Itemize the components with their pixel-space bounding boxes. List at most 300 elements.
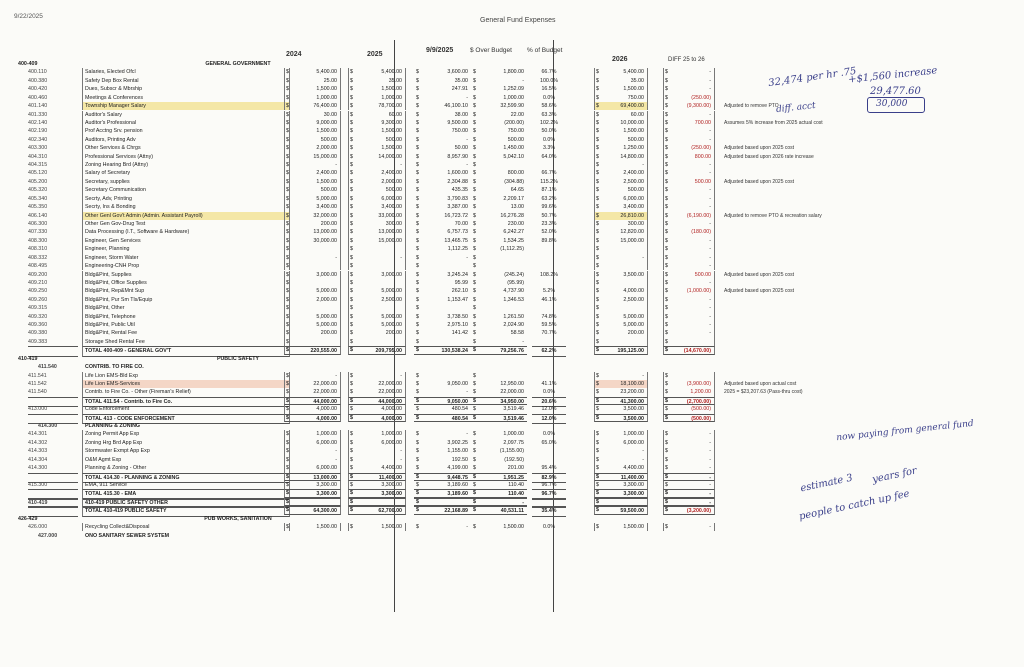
currency-symbol: $ (596, 187, 599, 194)
currency-symbol: $ (350, 313, 353, 320)
currency-symbol: $ (473, 69, 476, 76)
value-ytd: - (466, 162, 468, 169)
value-ytd: 3,189.60 (447, 482, 468, 488)
currency-symbol: $ (416, 288, 419, 295)
table-row (18, 262, 728, 270)
currency-symbol: $ (286, 279, 289, 286)
currency-symbol: $ (473, 111, 476, 118)
value-pct-budget: 74.8% (541, 313, 557, 320)
account-description: Bldg&Pint, Pur Sm Tls/Equip (82, 296, 290, 304)
value-2026: - (594, 456, 648, 464)
value-over-budget: 1,500.00 (503, 524, 524, 531)
row-note: 2025 = $23,207.63 (Pass-thru cost) (724, 389, 803, 396)
currency-symbol: $ (286, 524, 289, 531)
currency-symbol: $ (286, 288, 289, 295)
value-pct-budget: 108.2% (540, 271, 558, 278)
currency-symbol: $ (596, 246, 599, 253)
currency-symbol: $ (350, 482, 353, 488)
value-pct-budget: 59.5% (541, 322, 557, 329)
account-description: Zoning Hrg Brd App Exp (82, 439, 290, 447)
value-diff: - (663, 313, 715, 321)
currency-symbol: $ (473, 237, 476, 244)
currency-symbol: $ (350, 69, 353, 76)
account-code: 414.304 (28, 456, 48, 463)
currency-symbol: $ (350, 456, 353, 463)
value-diff: (3,900.00) (663, 380, 715, 388)
value-pct-budget: 89.8% (541, 237, 557, 244)
account-description: Recycling Collect&Disposal (82, 523, 290, 531)
value-2025: - (348, 447, 406, 455)
currency-symbol: $ (350, 111, 353, 118)
value-over-budget: 22.00 (510, 111, 524, 118)
currency-symbol: $ (416, 322, 419, 329)
currency-symbol: $ (473, 229, 476, 236)
currency-symbol: $ (596, 338, 599, 345)
value-2025 (348, 279, 406, 287)
handwritten-estimate-note-1: estimate 3 (799, 472, 854, 495)
account-code: 409.320 (28, 313, 48, 320)
currency-symbol: $ (286, 195, 289, 202)
value-2025: 15,000.00 (348, 237, 406, 245)
value-2026: 23,200.00 (594, 388, 648, 396)
value-2024: 22,000.00 (284, 380, 341, 388)
currency-symbol: $ (665, 389, 668, 396)
row-note: Adjusted based upon 2026 rate increase (724, 153, 814, 160)
table-row (18, 388, 803, 396)
currency-symbol: $ (473, 162, 476, 169)
value-over-budget: 1,000.00 (503, 431, 524, 438)
currency-symbol: $ (665, 69, 668, 76)
value-2026: 500.00 (594, 136, 648, 144)
value-diff: 800.00 (663, 153, 715, 161)
currency-symbol: $ (473, 212, 476, 219)
value-ytd: 4,199.00 (447, 465, 468, 472)
currency-symbol: $ (665, 178, 668, 185)
currency-symbol: $ (286, 111, 289, 118)
value-over-budget: (245.24) (504, 271, 524, 278)
currency-symbol: $ (286, 229, 289, 236)
value-over-budget: 32,599.90 (500, 103, 524, 110)
value-pct-budget: 50.0% (541, 128, 557, 135)
currency-symbol: $ (596, 136, 599, 143)
currency-symbol: $ (286, 220, 289, 227)
value-ytd: 46,100.10 (444, 103, 468, 110)
currency-symbol: $ (596, 162, 599, 169)
value-2025: 500.00 (348, 136, 406, 144)
currency-symbol: $ (416, 448, 419, 455)
value-pct-budget (532, 338, 566, 346)
value-2026: 3,500.00 (594, 405, 648, 413)
value-diff: - (663, 220, 715, 228)
value-over-budget (471, 304, 527, 312)
value-ytd: 50.00 (454, 145, 468, 152)
currency-symbol: $ (286, 305, 289, 312)
value-over-budget: 1,261.50 (503, 313, 524, 320)
value-2026: 12,820.00 (594, 228, 648, 236)
value-pct-budget: 58.6% (541, 103, 557, 110)
currency-symbol: $ (473, 397, 476, 404)
group-header-row (18, 422, 728, 430)
currency-symbol: $ (286, 406, 289, 413)
value-2024: 2,000.00 (284, 144, 341, 152)
value-over-budget: 2,024.90 (503, 322, 524, 329)
value-pct-budget: 96.7% (532, 489, 566, 499)
value-2024: 200.00 (284, 329, 341, 337)
currency-symbol: $ (286, 86, 289, 93)
value-pct-budget: 0.0% (542, 136, 556, 143)
account-description: Auditors, Printing Adv (82, 136, 290, 144)
value-2025: 3,400.00 (348, 203, 406, 211)
currency-symbol: $ (286, 103, 289, 110)
currency-symbol: $ (665, 347, 668, 354)
account-description: TOTAL 414.30 - PLANNING & ZONING (82, 473, 290, 483)
currency-symbol: $ (350, 347, 353, 354)
value-diff: - (663, 456, 715, 464)
value-pct-budget: 100.0% (540, 77, 558, 84)
value-2025: 60.00 (348, 111, 406, 119)
currency-symbol: $ (473, 380, 476, 387)
value-2024: - (284, 372, 341, 380)
value-pct-budget: 70.7% (541, 330, 557, 337)
section-header-row (18, 355, 728, 363)
value-pct-budget: 5.2% (542, 288, 556, 295)
value-2024: 5,000.00 (284, 313, 341, 321)
account-description: Safety Dep Box Rental (82, 77, 290, 85)
currency-symbol: $ (596, 153, 599, 160)
value-over-budget: - (522, 77, 524, 84)
currency-symbol: $ (416, 246, 419, 253)
currency-symbol: $ (286, 439, 289, 446)
value-2026 (594, 279, 648, 287)
account-description: Secretary Communication (82, 186, 290, 194)
currency-symbol: $ (665, 170, 668, 177)
currency-symbol: $ (473, 204, 476, 211)
value-2026: 6,000.00 (594, 195, 648, 203)
account-code: 404.315 (28, 162, 48, 169)
currency-symbol: $ (286, 330, 289, 337)
currency-symbol: $ (416, 482, 419, 488)
currency-symbol: $ (596, 414, 599, 421)
account-code: 405.120 (28, 170, 48, 177)
group-header-row (18, 532, 728, 540)
value-over-budget (471, 161, 527, 169)
currency-symbol: $ (596, 279, 599, 286)
value-pct-budget (532, 262, 566, 270)
value-2026: 2,500.00 (594, 296, 648, 304)
currency-symbol: $ (416, 178, 419, 185)
table-row (18, 127, 728, 135)
table-row (18, 279, 728, 287)
value-2024: 2,400.00 (284, 169, 341, 177)
handwritten-account-note: diff. acct (775, 100, 817, 116)
currency-symbol: $ (286, 347, 289, 354)
total-row (18, 473, 728, 481)
value-ytd: 1,155.00 (447, 448, 468, 455)
value-2026: 15,000.00 (594, 237, 648, 245)
account-code: 409.250 (28, 288, 48, 295)
currency-symbol: $ (416, 94, 419, 101)
value-ytd: 3,245.24 (447, 271, 468, 278)
account-description: Life Lion EMS-Services (82, 380, 290, 388)
currency-symbol: $ (665, 103, 668, 110)
value-over-budget: 5,042.10 (503, 153, 524, 160)
section-code: 410-419 (18, 355, 38, 362)
value-2026: 3,500.00 (594, 271, 648, 279)
currency-symbol: $ (416, 187, 419, 194)
value-pct-budget: 115.2% (540, 178, 558, 185)
value-diff: (3,200.00) (663, 506, 715, 514)
value-2026: - (594, 161, 648, 169)
value-diff: - (663, 195, 715, 203)
account-code: 414.303 (28, 448, 48, 455)
value-2024: 4,000.00 (284, 405, 341, 413)
value-2025: 62,700.00 (348, 506, 406, 514)
document-date: 9/22/2025 (14, 13, 43, 20)
account-code: 403.300 (28, 145, 48, 152)
value-diff: - (663, 321, 715, 329)
currency-symbol: $ (286, 119, 289, 126)
currency-symbol: $ (665, 153, 668, 160)
currency-symbol: $ (596, 254, 599, 261)
account-code: 408.310 (28, 246, 48, 253)
account-description: Auditor's Salary (82, 111, 290, 119)
value-pct-budget (532, 456, 566, 464)
value-over-budget: 110.40 (471, 489, 527, 497)
currency-symbol: $ (350, 128, 353, 135)
currency-symbol: $ (350, 204, 353, 211)
currency-symbol: $ (473, 414, 476, 421)
value-pct-budget: 99.6% (541, 204, 557, 211)
currency-symbol: $ (473, 296, 476, 303)
value-pct-budget: 66.7% (541, 69, 557, 76)
currency-symbol: $ (665, 490, 668, 497)
currency-symbol: $ (473, 178, 476, 185)
value-ytd: 435.35 (451, 187, 468, 194)
account-description: EMA, 911 Service (82, 481, 290, 489)
currency-symbol: $ (286, 212, 289, 219)
currency-symbol: $ (350, 296, 353, 303)
value-pct-budget: 62.2% (532, 346, 566, 356)
value-2024: 5,000.00 (284, 195, 341, 203)
currency-symbol: $ (416, 372, 419, 379)
value-pct-budget: 46.1% (541, 296, 557, 303)
currency-symbol: $ (350, 86, 353, 93)
currency-symbol: $ (416, 195, 419, 202)
value-2024: - (284, 456, 341, 464)
value-ytd: 262.10 (451, 288, 468, 295)
value-diff: - (663, 523, 715, 531)
value-over-budget: 2,097.75 (503, 439, 524, 446)
currency-symbol: $ (286, 482, 289, 488)
value-diff: - (663, 430, 715, 438)
value-ytd: 35.00 (454, 77, 468, 84)
value-2026: 10,000.00 (594, 119, 648, 127)
header-pct-budget: % of Budget (527, 47, 563, 54)
currency-symbol: $ (286, 254, 289, 261)
table-row (18, 77, 728, 85)
account-code: 426.000 (28, 524, 48, 531)
group-code: 427.000 (38, 532, 58, 539)
currency-symbol: $ (416, 524, 419, 531)
value-over-budget: 1,534.25 (503, 237, 524, 244)
currency-symbol: $ (350, 119, 353, 126)
value-over-budget: (200.00) (504, 119, 524, 126)
currency-symbol: $ (416, 111, 419, 118)
currency-symbol: $ (665, 524, 668, 531)
value-ytd: 192.50 (451, 456, 468, 463)
value-pct-budget: 66.7% (541, 170, 557, 177)
value-2025: 1,500.00 (348, 85, 406, 93)
table-row (18, 287, 795, 295)
value-2025 (348, 304, 406, 312)
value-2026: - (594, 254, 648, 262)
value-diff (663, 338, 715, 346)
value-over-budget (471, 372, 527, 380)
account-description: Other Genl Gov't Admin (Admin. Assistant Payroll) (82, 212, 290, 220)
currency-symbol: $ (350, 448, 353, 455)
currency-symbol: $ (286, 77, 289, 84)
value-ytd: 8,957.90 (447, 153, 468, 160)
currency-symbol: $ (416, 119, 419, 126)
value-pct-budget: 3.3% (542, 145, 556, 152)
header-2026: 2026 (612, 56, 628, 63)
value-diff (663, 372, 715, 380)
account-code: 401.140 (28, 103, 48, 110)
currency-symbol: $ (416, 263, 419, 270)
value-diff: (9,300.00) (663, 102, 715, 110)
currency-symbol: $ (473, 372, 476, 379)
account-code: 405.350 (28, 204, 48, 211)
header-2025: 2025 (367, 51, 383, 58)
value-diff: (6,190.00) (663, 212, 715, 220)
currency-symbol: $ (596, 330, 599, 337)
currency-symbol: $ (286, 322, 289, 329)
header-ytd: 9/9/2025 (426, 47, 454, 54)
value-2026: 41,300.00 (594, 397, 648, 405)
value-pct-budget: 20.6% (532, 397, 566, 407)
currency-symbol: $ (473, 279, 476, 286)
value-pct-budget: 0.0% (542, 431, 556, 438)
currency-symbol: $ (350, 220, 353, 227)
value-diff: - (663, 186, 715, 194)
currency-symbol: $ (596, 482, 599, 488)
value-2025: 6,000.00 (348, 195, 406, 203)
total-row (18, 414, 728, 422)
currency-symbol: $ (665, 195, 668, 202)
account-code: 400.110 (28, 69, 47, 76)
value-2025: 1,500.00 (348, 144, 406, 152)
value-2025: 35.00 (348, 77, 406, 85)
value-2024: 6,000.00 (284, 439, 341, 447)
value-ytd: 22,168.89 (414, 506, 471, 514)
account-code: 400.380 (28, 77, 48, 84)
currency-symbol: $ (416, 465, 419, 472)
currency-symbol: $ (416, 136, 419, 143)
currency-symbol: $ (416, 145, 419, 152)
currency-symbol: $ (596, 389, 599, 396)
value-2024: - (284, 254, 341, 262)
currency-symbol: $ (350, 271, 353, 278)
value-2024: 200.00 (284, 220, 341, 228)
currency-symbol: $ (665, 498, 668, 505)
value-2025: 9,300.00 (348, 119, 406, 127)
table-row (18, 186, 728, 194)
value-pct-budget: 0.0% (542, 94, 556, 101)
currency-symbol: $ (665, 431, 668, 438)
account-description: Bldg&Pint, Public Util (82, 321, 290, 329)
currency-symbol: $ (473, 187, 476, 194)
value-over-budget: 1,252.09 (503, 86, 524, 93)
currency-symbol: $ (596, 229, 599, 236)
currency-symbol: $ (665, 254, 668, 261)
account-description: Salaries, Elected Ofcl (82, 68, 290, 76)
total-row (18, 397, 728, 405)
table-row (18, 329, 728, 337)
value-2024 (284, 304, 341, 312)
currency-symbol: $ (286, 448, 289, 455)
value-2024: 1,500.00 (284, 523, 341, 531)
value-2026: 2,400.00 (594, 169, 648, 177)
value-over-budget: 79,256.76 (471, 346, 527, 354)
currency-symbol: $ (596, 170, 599, 177)
value-diff: - (663, 237, 715, 245)
account-code: 407.330 (28, 229, 48, 236)
value-over-budget: (304.88) (504, 178, 524, 185)
value-2024: 76,400.00 (284, 102, 341, 110)
account-description: O&M Agmt Exp (82, 456, 290, 464)
value-pct-budget: 12.0% (541, 406, 557, 413)
value-2026: 1,250.00 (594, 144, 648, 152)
value-2026: - (594, 447, 648, 455)
value-pct-budget: 102.2% (540, 119, 558, 126)
currency-symbol: $ (473, 119, 476, 126)
currency-symbol: $ (596, 372, 599, 379)
account-description: Data Processing (I.T., Software & Hardware) (82, 228, 290, 236)
currency-symbol: $ (665, 380, 668, 387)
currency-symbol: $ (665, 229, 668, 236)
value-over-budget: 1,450.00 (503, 145, 524, 152)
value-2024: 9,000.00 (284, 119, 341, 127)
account-description: TOTAL 415.30 - EMA (82, 489, 290, 499)
currency-symbol: $ (596, 220, 599, 227)
value-2025: - (348, 372, 406, 380)
currency-symbol: $ (665, 187, 668, 194)
table-row (18, 161, 728, 169)
value-2024: - (284, 161, 341, 169)
value-2025: 209,795.00 (348, 346, 406, 354)
currency-symbol: $ (473, 338, 476, 345)
value-ytd: 750.00 (451, 128, 468, 135)
currency-symbol: $ (350, 153, 353, 160)
currency-symbol: $ (473, 136, 476, 143)
value-2025: - (348, 456, 406, 464)
value-2024: 500.00 (284, 186, 341, 194)
value-over-budget: 64.65 (510, 187, 524, 194)
currency-symbol: $ (286, 431, 289, 438)
currency-symbol: $ (286, 456, 289, 463)
account-code: 413.000 (28, 406, 48, 413)
value-pct-budget: 63.2% (541, 195, 557, 202)
currency-symbol: $ (596, 490, 599, 497)
currency-symbol: $ (665, 119, 668, 126)
currency-symbol: $ (665, 288, 668, 295)
currency-symbol: $ (665, 482, 668, 488)
account-description: TOTAL 410-419 PUBLIC SAFETY (82, 506, 290, 516)
table-row (18, 321, 728, 329)
value-2026 (594, 245, 648, 253)
value-ytd: 3,902.25 (447, 439, 468, 446)
value-2026: 35.00 (594, 77, 648, 85)
